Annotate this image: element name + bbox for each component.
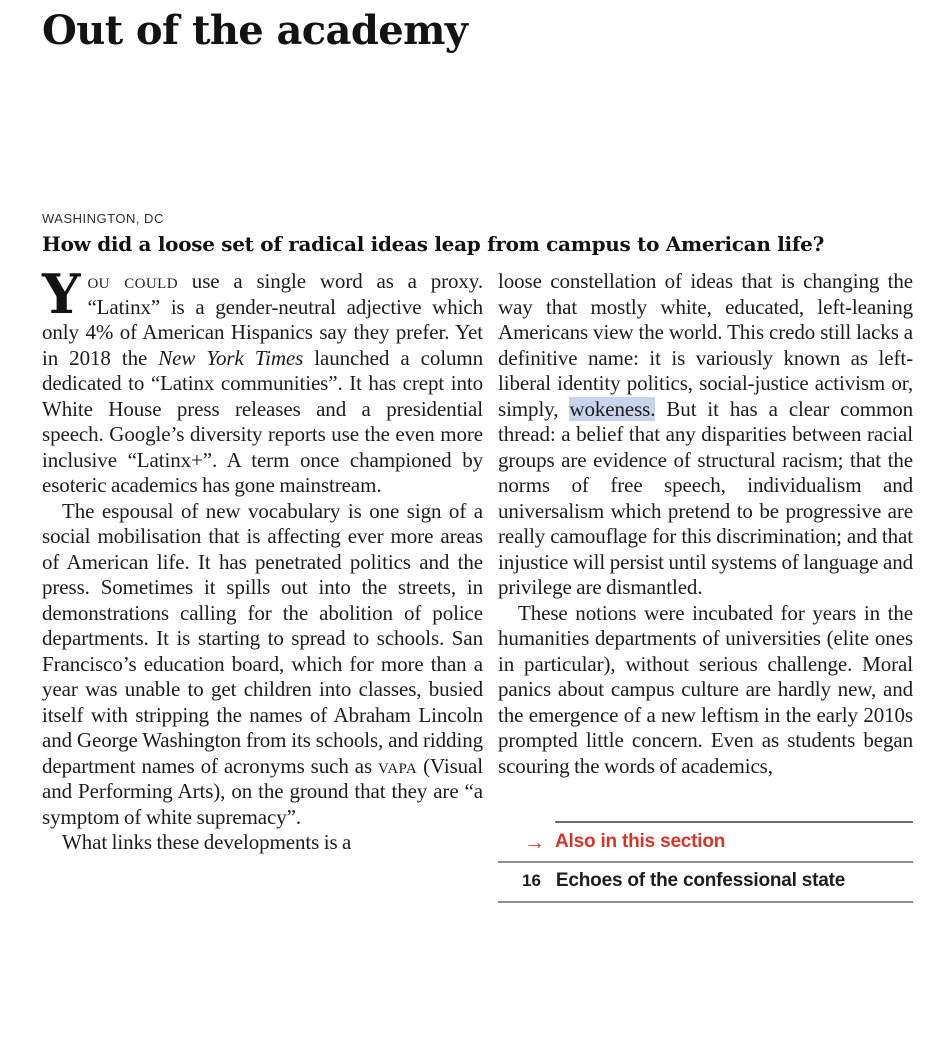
text-segment: (Visual and Performing Arts), on the ground that they are “a symptom of white supremacy”. bbox=[42, 753, 483, 829]
item-page-number: 16 bbox=[522, 871, 541, 890]
column-right bbox=[498, 269, 913, 903]
text-segment: New York Times bbox=[158, 345, 304, 370]
text-segment: What links these developments is a bbox=[62, 830, 352, 854]
section-item bbox=[498, 863, 913, 901]
body-paragraph bbox=[42, 830, 483, 856]
column-left bbox=[42, 262, 483, 903]
also-in-section-header bbox=[498, 823, 913, 861]
item-title: Echoes of the confessional state bbox=[555, 870, 846, 891]
column-right-text bbox=[498, 269, 913, 779]
text-segment: These notions were incubated for years in the humanities departments of universities (elite ones in particular), without serious challenge. Moral panics about campus culture are hardly new, and the emergence of a new leftism in the early 2010s prompted little concern. Even as students began scouring the words of academics, bbox=[498, 600, 913, 778]
text-segment: use a single word as a proxy. “Latinx” is a gender-neutral adjective which only 4% of American Hispanics say they prefer. Yet in 2018 the bbox=[42, 269, 483, 370]
text-segment: vapa bbox=[378, 753, 418, 778]
body-paragraph bbox=[498, 601, 913, 780]
text-segment: But it has a clear common thread: a belief that any disparities between racial groups are evidence of structural racism; that the norms of free speech, individualism and universalism which pretend to be progressive are really camouflage for this discrimination; and that injustice will persist until systems of language and privilege are dismantled. bbox=[498, 396, 914, 599]
text-segment: loose constellation of ideas that is changing the way that mostly white, educated, left-leaning Americans view the world. This credo still lacks a definitive name: it is variously known as left-liberal identity politics, social-justice activism or, simply, bbox=[498, 269, 913, 421]
also-in-section bbox=[498, 821, 913, 903]
body-columns bbox=[42, 262, 914, 903]
highlighted-term: wokeness. bbox=[569, 396, 656, 421]
section-rule bbox=[498, 901, 913, 903]
body-paragraph bbox=[498, 269, 913, 601]
text-segment: launched a column dedicated to “Latinx communities”. It has crept into White House press releases and a presidential speech. Google’s diversity reports use the even more inclusive “Latinx+”. A term once championed by esoteric academics has gone mainstream. bbox=[42, 345, 483, 497]
arrow-right-icon: → bbox=[524, 830, 545, 854]
standfirst: How did a loose set of radical ideas leap from campus to American life? bbox=[42, 232, 824, 256]
text-segment: The espousal of new vocabulary is one sign of a social mobilisation that is affecting ever more areas of American life. It has penetrated politics and the press. Sometimes it spills out into the streets, in demonstrations calling for the abolition of police departments. It is starting to spread to schools. San Francisco’s education board, which for more than a year was unable to get children into classes, busied itself with stripping the names of Abraham Lincoln and George Washington from its schools, and ridding department names of acronyms such as bbox=[42, 498, 483, 778]
body-paragraph bbox=[42, 262, 483, 499]
body-paragraph bbox=[42, 499, 483, 831]
text-segment: ou could bbox=[87, 269, 178, 293]
article-title: Out of the academy bbox=[42, 7, 468, 54]
drop-cap: Y bbox=[42, 262, 81, 326]
also-in-section-label: Also in this section bbox=[555, 831, 726, 852]
dateline: WASHINGTON, DC bbox=[42, 211, 164, 226]
